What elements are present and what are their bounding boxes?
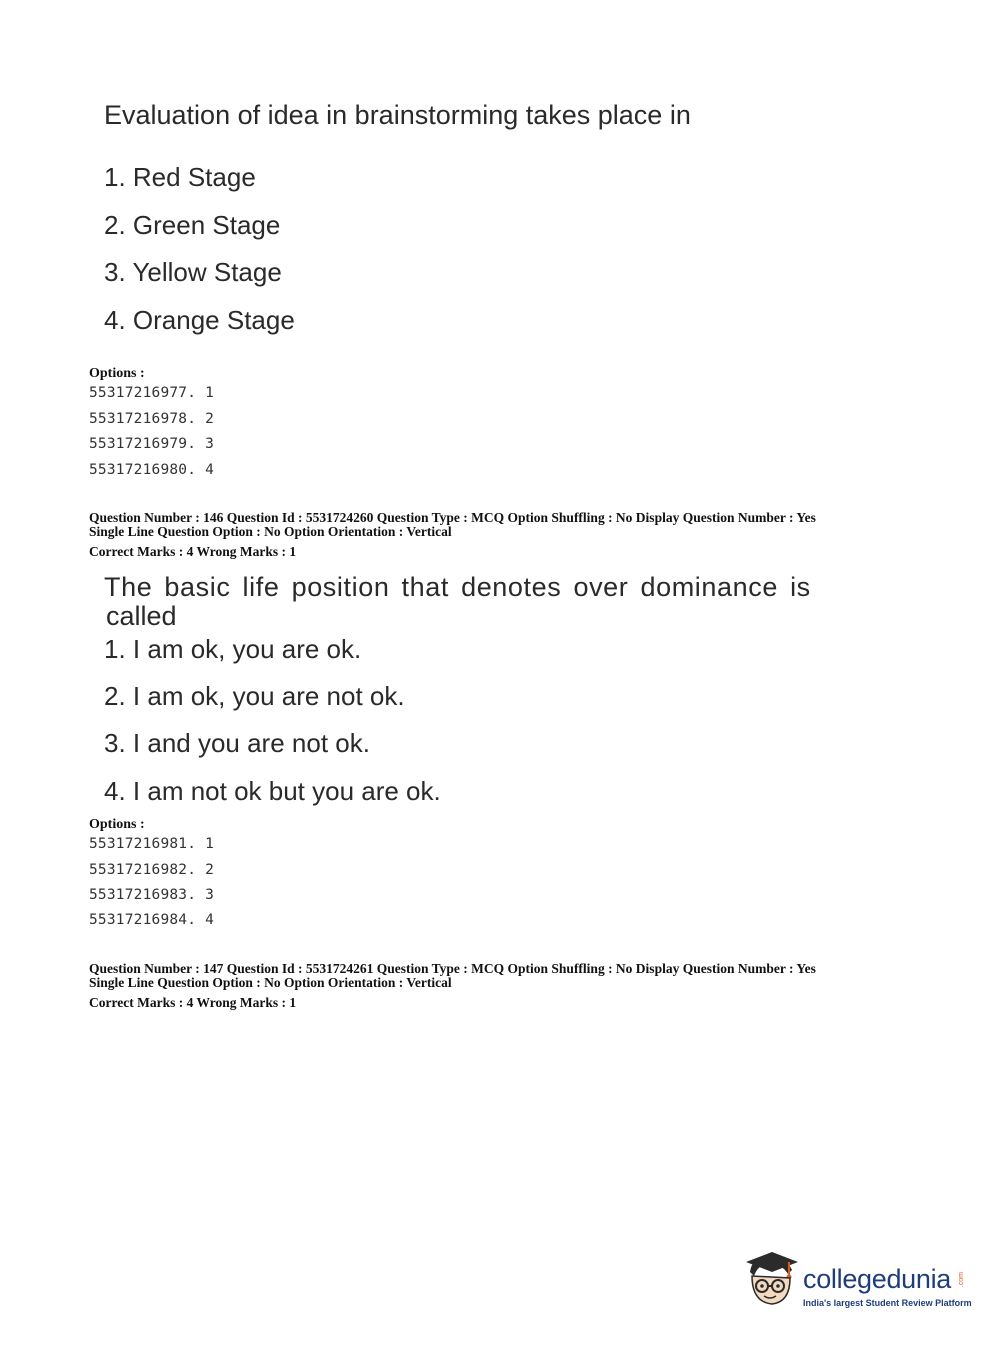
q145-option-1: 1. Red Stage [104,162,256,192]
logo-tagline: India's largest Student Review Platform [803,1298,972,1308]
q145-stem: Evaluation of idea in brainstorming takes place in [104,100,691,130]
q145-option-3: 3. Yellow Stage [104,257,282,287]
q146-stem-line-2: called [106,601,177,631]
q145-question-image [104,100,691,130]
q145-option-2: 2. Green Stage [104,210,281,240]
q145-option-4: 4. Orange Stage [104,305,295,335]
q145-option-id-4: 55317216980. 4 [89,462,215,478]
q145-option-id-2: 55317216978. 2 [89,411,215,427]
logo-com-text: .com [958,1272,965,1288]
q146-option-id-4: 55317216984. 4 [89,912,215,928]
q146-option-1: 1. I am ok, you are ok. [104,634,362,664]
q147-meta-line-2: Single Line Question Option : No Option Orientation : Vertical [89,975,452,990]
q145-option-id-3: 55317216979. 3 [89,436,215,452]
logo-brand-text: collegedunia [803,1264,952,1294]
q147-marks: Correct Marks : 4 Wrong Marks : 1 [89,995,297,1010]
q146-option-4: 4. I am not ok but you are ok. [104,776,441,806]
q146-option-id-1: 55317216981. 1 [89,836,215,852]
q146-marks: Correct Marks : 4 Wrong Marks : 1 [89,544,297,559]
q146-meta-line-2: Single Line Question Option : No Option Orientation : Vertical [89,524,452,539]
q145-option-id-1: 55317216977. 1 [89,385,215,401]
q146-option-id-3: 55317216983. 3 [89,887,215,903]
q145-options-label: Options : [89,366,145,381]
q147-meta-line-1: Question Number : 147 Question Id : 5531724261 Question Type : MCQ Option Shuffling : No Display Question Number : Yes [89,961,816,976]
mascot-icon [742,1250,802,1316]
q146-option-3: 3. I and you are not ok. [104,728,370,758]
q146-option-2: 2. I am ok, you are not ok. [104,681,405,711]
q146-stem-line-1: The basic life position that denotes over dominance is [104,572,811,602]
q146-options-label: Options : [89,817,145,832]
q146-meta-line-1: Question Number : 146 Question Id : 5531724260 Question Type : MCQ Option Shuffling : No Display Question Number : Yes [89,510,816,525]
q146-option-id-2: 55317216982. 2 [89,862,215,878]
collegedunia-logo [742,1250,972,1316]
